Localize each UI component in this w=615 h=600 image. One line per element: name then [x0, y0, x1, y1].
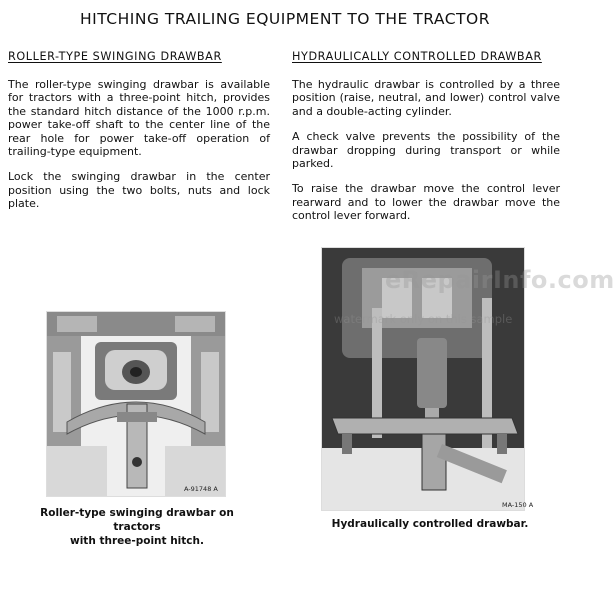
left-paragraph-1: The roller-type swinging drawbar is available for tractors with a three-point hitch, provides the standard hitch distance of the 1000 r.p.m. power take-off shaft to the center line of the rear hole for power take-off operation of trailing-type equipment. [8, 78, 270, 159]
right-paragraph-3: To raise the drawbar move the control lever rearward and to lower the drawbar move the control lever forward. [292, 182, 560, 223]
right-figure-caption: Hydraulically controlled drawbar. [331, 518, 529, 530]
left-figure-code: A-91748 A [184, 485, 218, 493]
watermark-note: watermark only on this sample [334, 312, 513, 326]
left-figure-caption [20, 506, 254, 548]
watermark-site: eRepairInfo.com [385, 266, 615, 294]
right-figure-code: MA-150 A [502, 501, 534, 509]
swinging-drawbar-photo [46, 311, 226, 497]
left-paragraph-2: Lock the swinging drawbar in the center position using the two bolts, nuts and lock plate. [8, 170, 270, 211]
right-section-heading: HYDRAULICALLY CONTROLLED DRAWBAR [292, 50, 542, 63]
right-paragraph-1: The hydraulic drawbar is controlled by a three position (raise, neutral, and lower) control valve and a double-acting cylinder. [292, 78, 560, 118]
hydraulic-drawbar-photo [321, 247, 525, 511]
left-column [8, 50, 270, 223]
page-title: HITCHING TRAILING EQUIPMENT TO THE TRACTOR [80, 10, 490, 28]
left-caption-line-2: with three-point hitch. [70, 535, 204, 547]
right-column [292, 50, 560, 235]
left-caption-line-1: Roller-type swinging drawbar on tractors [40, 507, 234, 533]
left-section-heading: ROLLER-TYPE SWINGING DRAWBAR [8, 50, 222, 63]
right-paragraph-2: A check valve prevents the possibility of the drawbar dropping during transport or while parked. [292, 130, 560, 171]
